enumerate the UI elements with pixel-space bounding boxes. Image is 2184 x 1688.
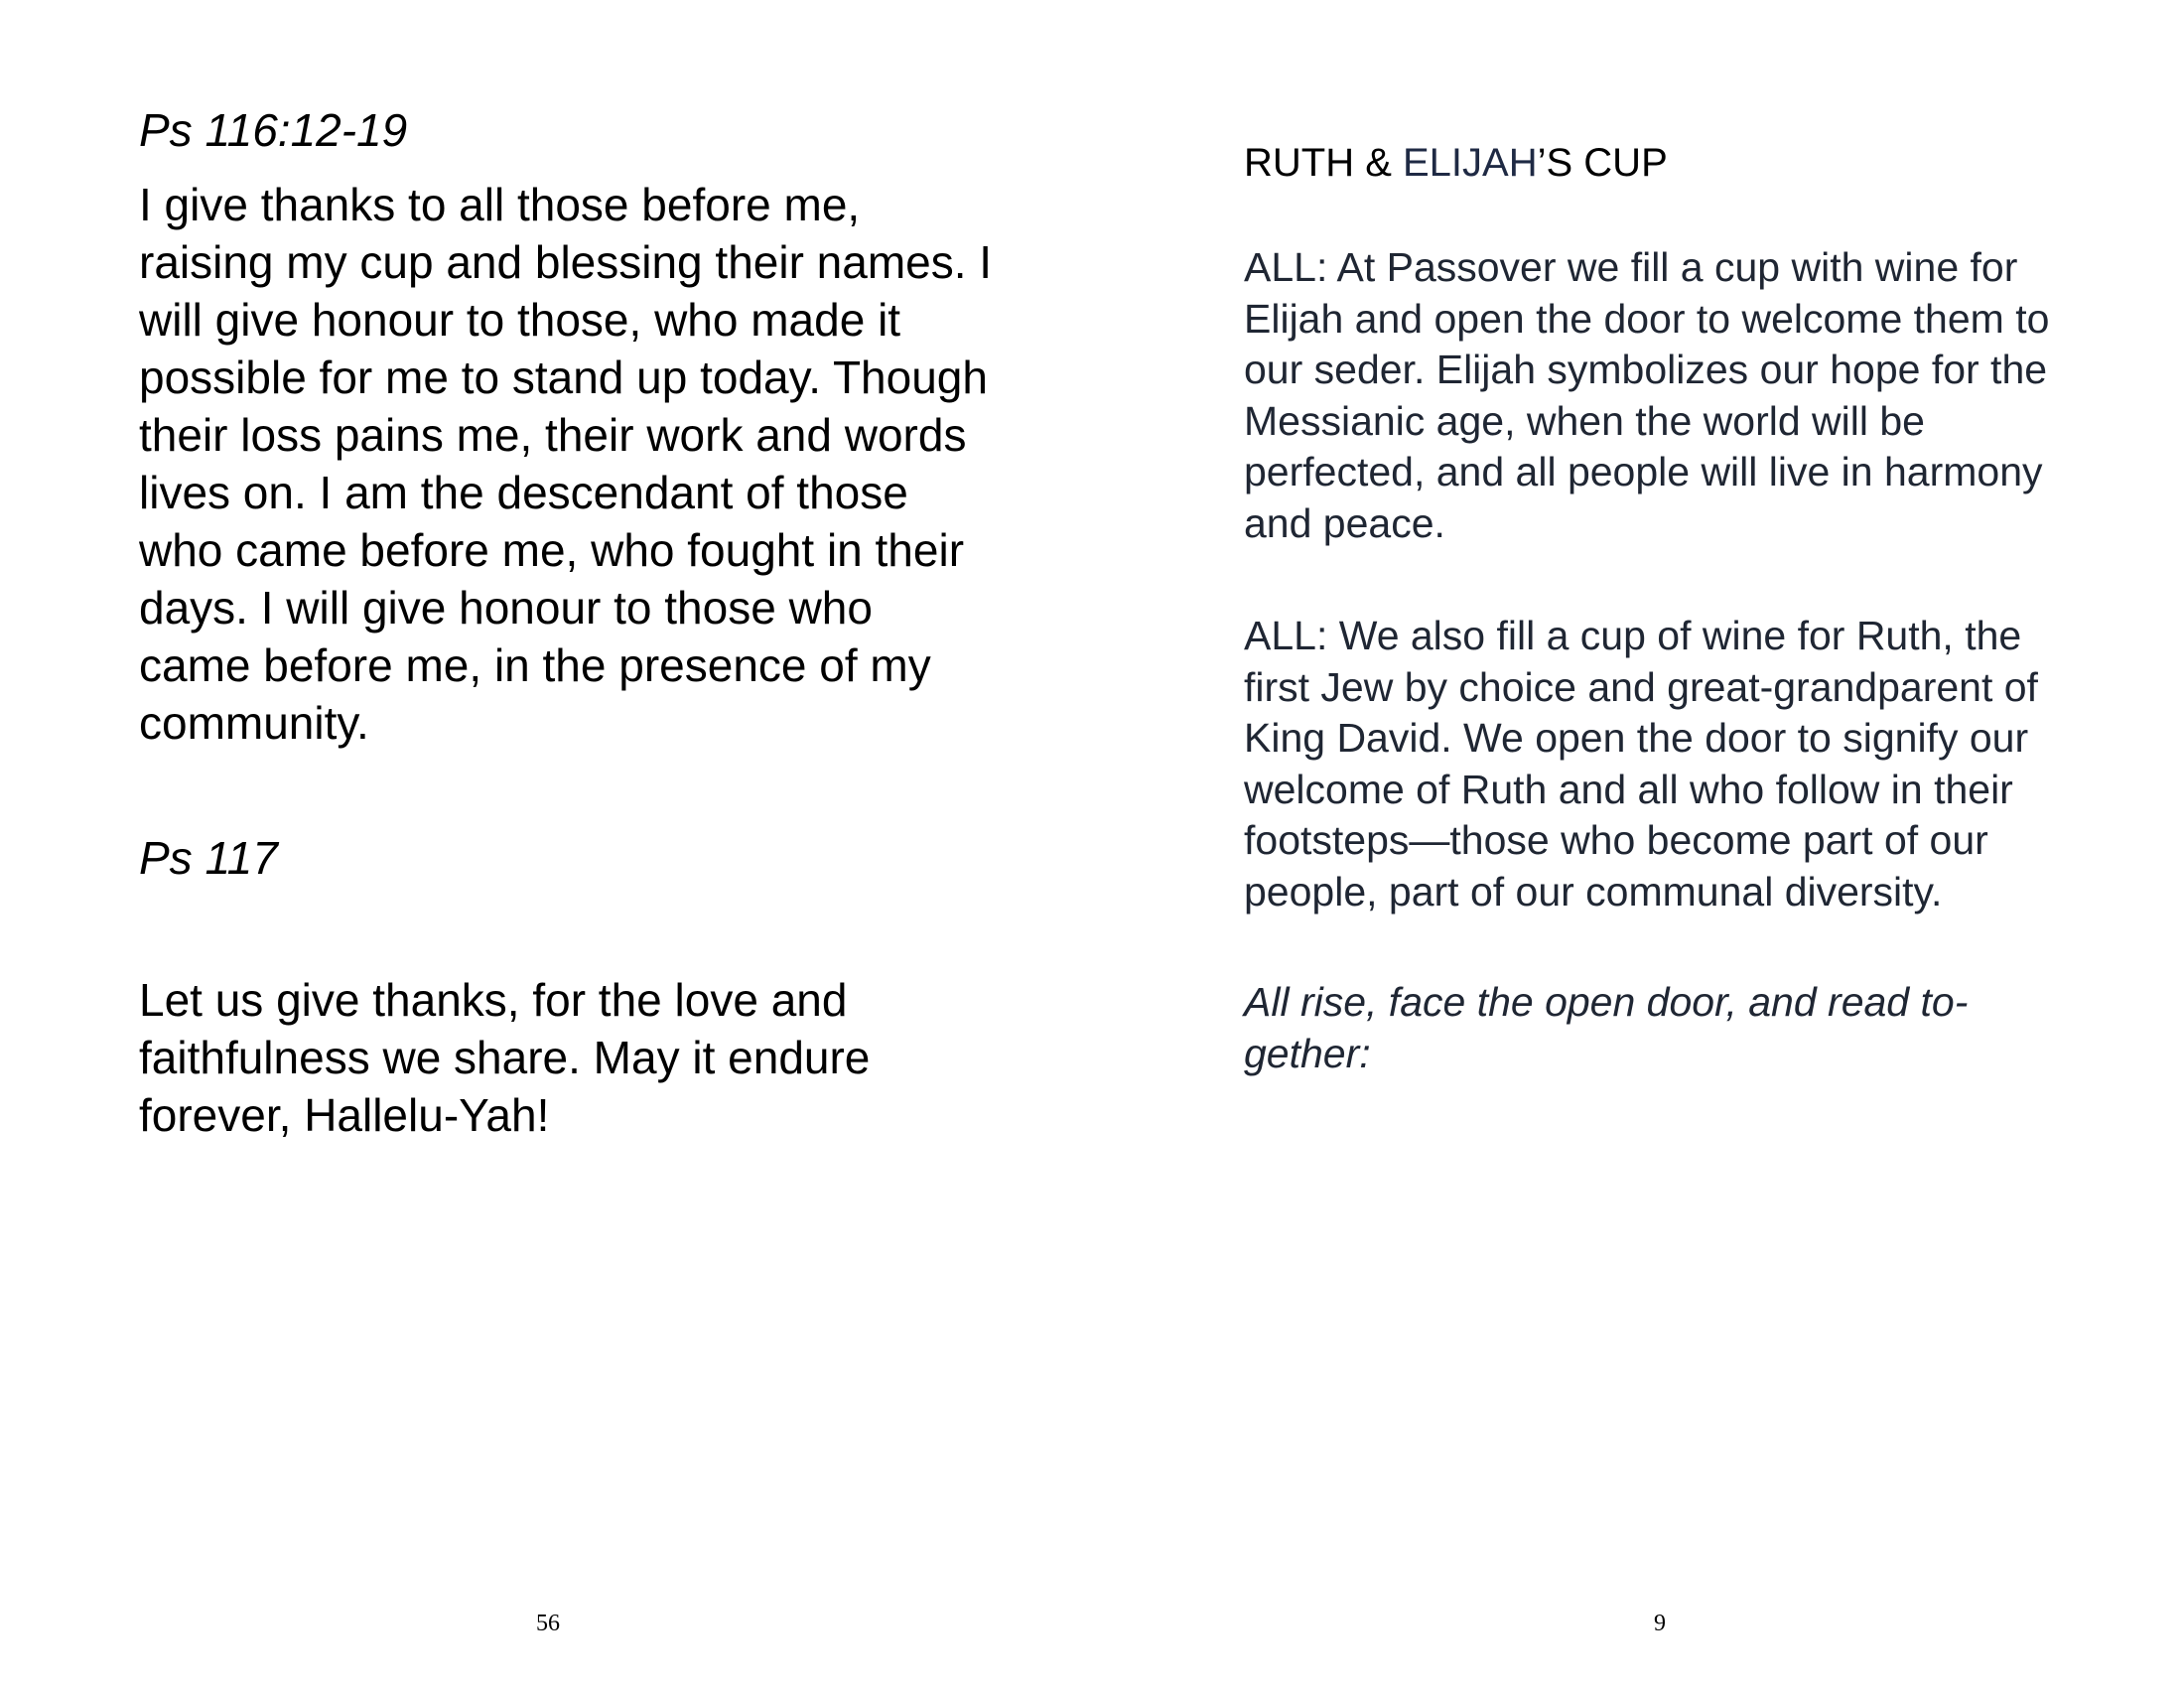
right-page — [1092, 0, 2184, 1688]
section-title-part-3: ’S CUP — [1537, 141, 1668, 185]
ruth-paragraph: ALL: We also fill a cup of wine for Ruth, the first Jew by choice and great-grandparent of King David. We open the door to signify our welcome of Ruth and all who follow in their footsteps—those who become part of our people, part of our communal diversity. — [1244, 613, 2038, 914]
elijah-paragraph: ALL: At Passover we fill a cup with wine for Elijah and open the door to welcome them to our seder. Elijah symbolizes our hope for the Messianic age, when the world will be perfected, and all people will live in harmony and peace. — [1244, 244, 2050, 546]
left-page-number: 56 — [536, 1611, 560, 1636]
section-title-part-1: RUTH & — [1244, 141, 1403, 185]
rise-instruction: All rise, face the open door, and read to-gether: — [1244, 979, 1969, 1076]
psalm-116-text: I give thanks to all those before me, raising my cup and blessing their names. I will give honour to those, who made it possible for me to stand up today. Though their loss pains me, their work and words lives on. I am the descendant of those who came before me, who fought in their days. I will give honour to those who came before me, in the presence of my community. — [139, 179, 993, 750]
left-page-content — [139, 103, 993, 1144]
psalm-117-text: Let us give thanks, for the love and faithfulness we share. May it endure forever, Hallelu-Yah! — [139, 974, 871, 1142]
section-title-elijah: ELIJAH — [1403, 141, 1538, 185]
section-title — [1244, 139, 2068, 187]
psalm-116-heading: Ps 116:12-19 — [139, 104, 408, 156]
right-page-number: 9 — [1654, 1611, 1666, 1636]
right-page-content — [1244, 139, 2068, 1079]
psalm-117-heading: Ps 117 — [139, 832, 278, 885]
